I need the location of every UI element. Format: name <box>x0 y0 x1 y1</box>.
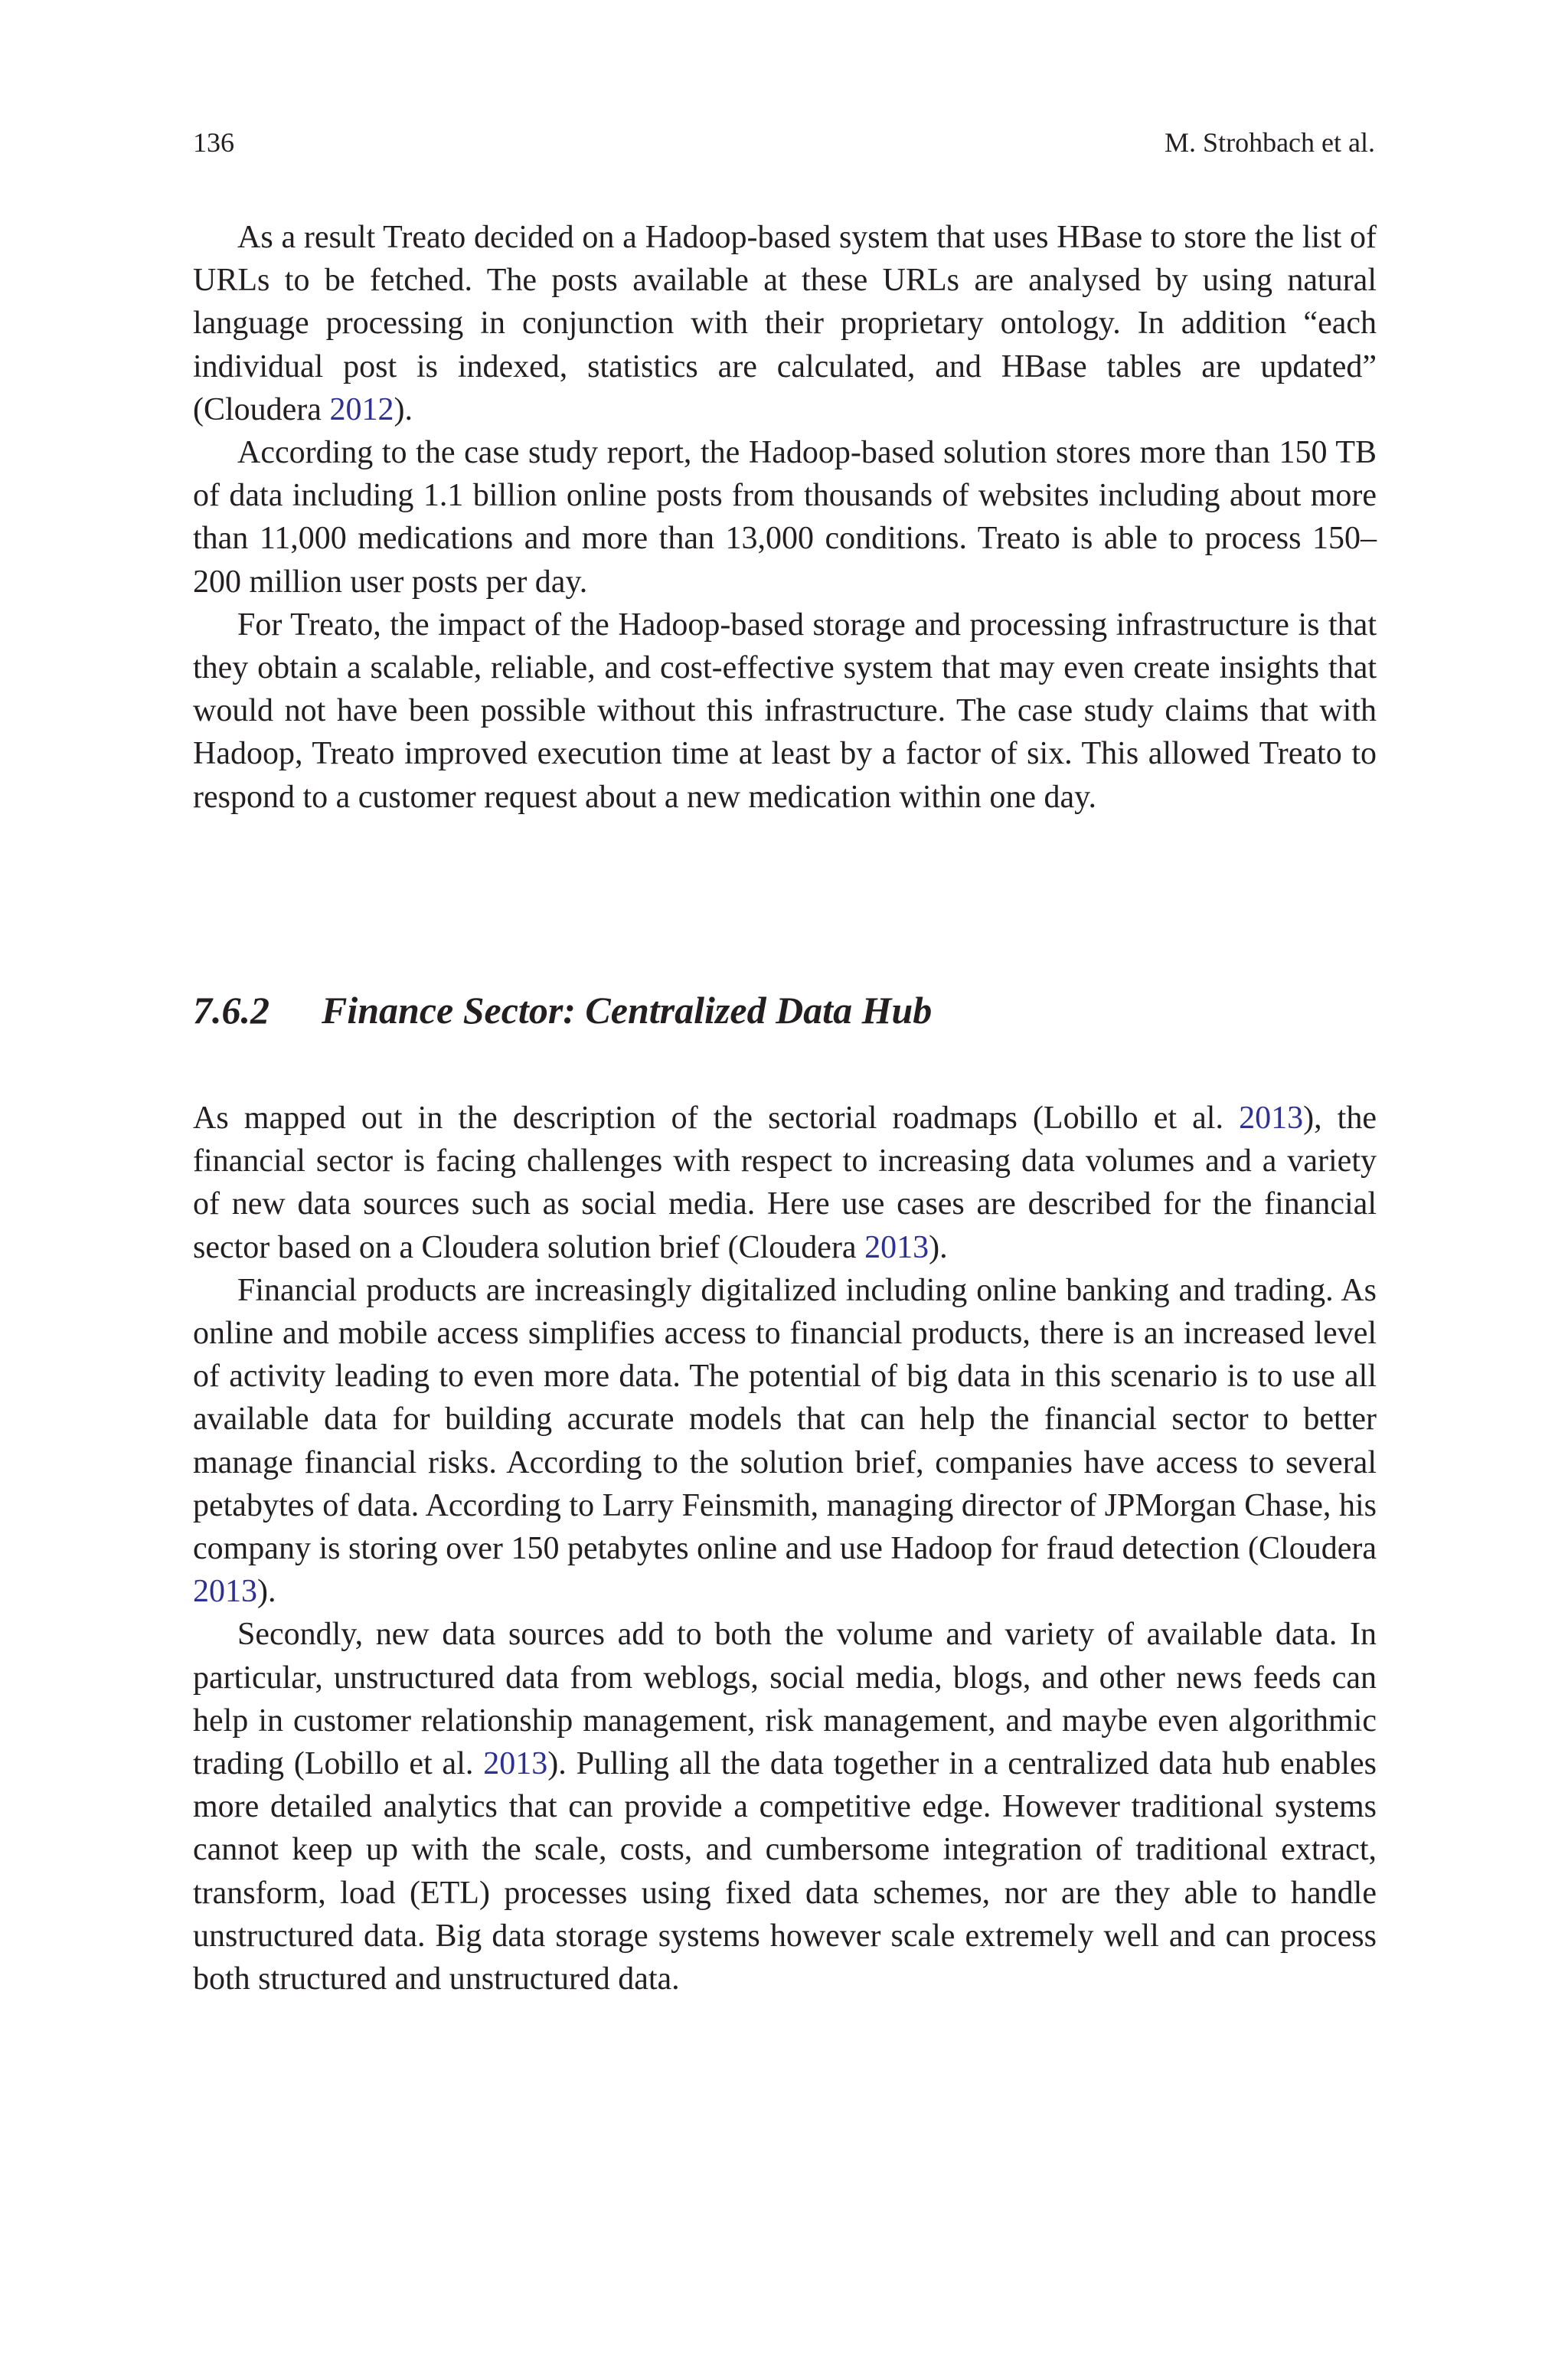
paragraph-sectorial-roadmaps <box>193 1097 1377 1269</box>
section-heading <box>193 986 932 1035</box>
body-text-finance-section <box>193 1097 1377 2000</box>
paragraph-text: Secondly, new data sources add to both the volume and variety of available data. In particular, unstructured data from weblogs, social media, blogs, and other news feeds can help in customer relationship management, risk management, and maybe even algorithmic trading (Lobillo et al. <box>193 1617 1377 1782</box>
paragraph-treato-impact: For Treato, the impact of the Hadoop-based storage and processing infrastructure is that they obtain a scalable, reliable, and cost-effective system that may even create insights that would not have been possible without this infrastructure. The case study claims that with Hadoop, Treato improved execution time at least by a factor of six. This allowed Treato to respond to a customer request about a new medication within one day. <box>193 607 1377 815</box>
page-number: 136 <box>193 127 234 158</box>
paragraph-text: ). <box>929 1229 948 1265</box>
paragraph-text: As mapped out in the description of the sectorial roadmaps (Lobillo et al. <box>193 1101 1240 1136</box>
paragraph-new-data-sources <box>193 1613 1377 2000</box>
paragraph-text: ). <box>257 1574 276 1610</box>
paragraph-financial-products <box>193 1269 1377 1614</box>
paragraph-text: As a result Treato decided on a Hadoop-based system that uses HBase to store the list of URLs to be fetched. The posts available at these URLs are analysed by using natural language processing in conjunction with their proprietary ontology. In addition “each individual post is indexed, statistics are calculated, and HBase tables are updated” (Cloudera <box>193 220 1377 427</box>
paragraph-treato-hadoop-system <box>193 216 1377 431</box>
paragraph-text: ), the financial sector is facing challenges with respect to increasing data volumes and a variety of new data sources such as social media. Here use cases are described for the financial sector based on a Cloudera solution brief (Cloudera <box>193 1101 1377 1265</box>
citation-link-lobillo-2013[interactable]: 2013 <box>483 1746 548 1782</box>
citation-link-cloudera-2013[interactable]: 2013 <box>864 1229 929 1265</box>
paragraph-text: ). Pulling all the data together in a centralized data hub enables more detailed analytics that can provide a competitive edge. However traditional systems cannot keep up with the scale, costs, and cumbersome integration of traditional extract, transform, load (ETL) processes using fixed data schemes, nor are they able to handle unstructured data. Big data storage systems however scale extremely well and can process both structured and unstructured data. <box>193 1746 1377 1997</box>
citation-link-lobillo-2013[interactable]: 2013 <box>1239 1101 1304 1136</box>
body-text-top <box>193 216 1377 819</box>
page-header <box>193 126 1375 159</box>
paragraph-text: ). <box>394 391 413 427</box>
citation-link-cloudera-2013[interactable]: 2013 <box>193 1574 257 1610</box>
running-head: M. Strohbach et al. <box>1165 127 1375 158</box>
paragraph-case-study-report: According to the case study report, the Hadoop-based solution stores more than 150 TB of data including 1.1 billion online posts from thousands of websites including about more than 11,000 medications and more than 13,000 conditions. Treato is able to process 150–200 million user posts per day. <box>193 435 1377 600</box>
citation-link-cloudera-2012[interactable]: 2012 <box>329 391 394 427</box>
paragraph-text: Financial products are increasingly digitalized including online banking and trading. As online and mobile access simplifies access to financial products, there is an increased level of activity leading to even more data. The potential of big data in this scenario is to use all available data for building accurate models that can help the financial sector to better manage financial risks. According to the solution brief, companies have access to several petabytes of data. According to Larry Feinsmith, managing director of JPMorgan Chase, his company is storing over 150 petabytes online and use Hadoop for fraud detection (Cloudera <box>193 1272 1377 1567</box>
section-number: 7.6.2 <box>193 989 270 1032</box>
section-title: Finance Sector: Centralized Data Hub <box>322 989 933 1032</box>
